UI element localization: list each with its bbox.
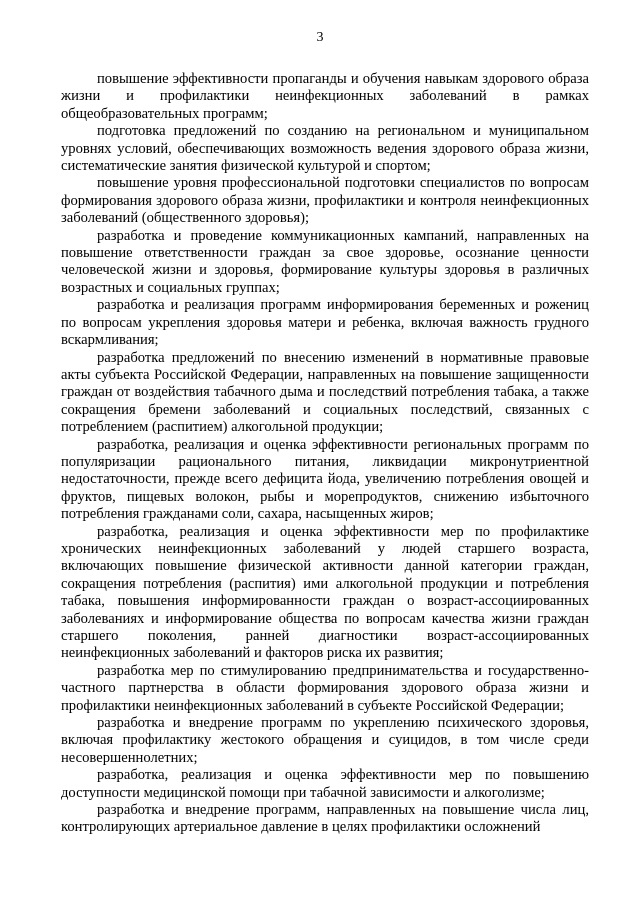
paragraph-addiction-care-access: разработка, реализация и оценка эффективности мер по повышению доступности медицинской помощи при табачной зависимости и алкоголизме;: [61, 767, 589, 801]
paragraph-communication-campaigns: разработка и проведение коммуникационных кампаний, направленных на повышение ответственности граждан за свое здоровье, осознание ценности человеческой жизни и здоровья, формирование культуры здоровья в различных возрастных и социальных группах;: [61, 227, 589, 296]
document-body: [61, 71, 589, 837]
paragraph-legislative-proposals: разработка предложений по внесению изменений в нормативные правовые акты субъекта Российской Федерации, направленных на повышение защищенности граждан от воздействия табачного дыма и последствий потребления табака, а также сокращения бремени заболеваний и социальных последствий, связанных с потреблением (распитием) алкогольной продукции;: [61, 349, 589, 436]
paragraph-maternal-health-programs: разработка и реализация программ информирования беременных и рожениц по вопросам укрепления здоровья матери и ребенка, включая важность грудного вскармливания;: [61, 297, 589, 349]
paragraph-blood-pressure-control: разработка и внедрение программ, направленных на повышение числа лиц, контролирующих артериальное давление в целях профилактики осложнений: [61, 802, 589, 836]
paragraph-nutrition-programs: разработка, реализация и оценка эффективности региональных программ по популяризации рационального питания, ликвидации микронутриентной недостаточности, прежде всего дефицита йода, увеличению потребления овощей и фруктов, пищевых волокон, рыбы и морепродуктов, снижению избыточного потребления гражданами соли, сахара, насыщенных жиров;: [61, 436, 589, 523]
paragraph-elderly-prevention: разработка, реализация и оценка эффективности мер по профилактике хронических неинфекционных заболеваний у людей старшего возраста, включающих повышение физической активности данной категории граждан, сокращения потребления (распития) ими алкогольной продукции и потребления табака, повышения информированности граждан о возраст-ассоциированных заболеваниях и информирование общества по вопросам качества жизни граждан старшего поколения, ранней диагностики возраст-ассоциированных неинфекционных заболеваний и факторов риска их развития;: [61, 523, 589, 662]
paragraph-specialist-training: повышение уровня профессиональной подготовки специалистов по вопросам формирования здорового образа жизни, профилактики и контроля неинфекционных заболеваний (общественного здоровья);: [61, 175, 589, 227]
paragraph-entrepreneurship-support: разработка мер по стимулированию предпринимательства и государственно-частного партнерства в области формирования здорового образа жизни и профилактики неинфекционных заболеваний в субъекте Российской Федерации;: [61, 662, 589, 714]
page-number: 3: [316, 30, 324, 45]
paragraph-healthy-lifestyle-education: повышение эффективности пропаганды и обучения навыкам здорового образа жизни и профилактики неинфекционных заболеваний в рамках общеобразовательных программ;: [61, 71, 589, 122]
paragraph-regional-conditions: подготовка предложений по созданию на региональном и муниципальном уровнях условий, обеспечивающих возможность ведения здорового образа жизни, систематические занятия физической культурой и спортом;: [61, 123, 589, 175]
paragraph-mental-health: разработка и внедрение программ по укреплению психического здоровья, включая профилактику жестокого обращения и суицидов, в том числе среди несовершеннолетних;: [61, 715, 589, 766]
